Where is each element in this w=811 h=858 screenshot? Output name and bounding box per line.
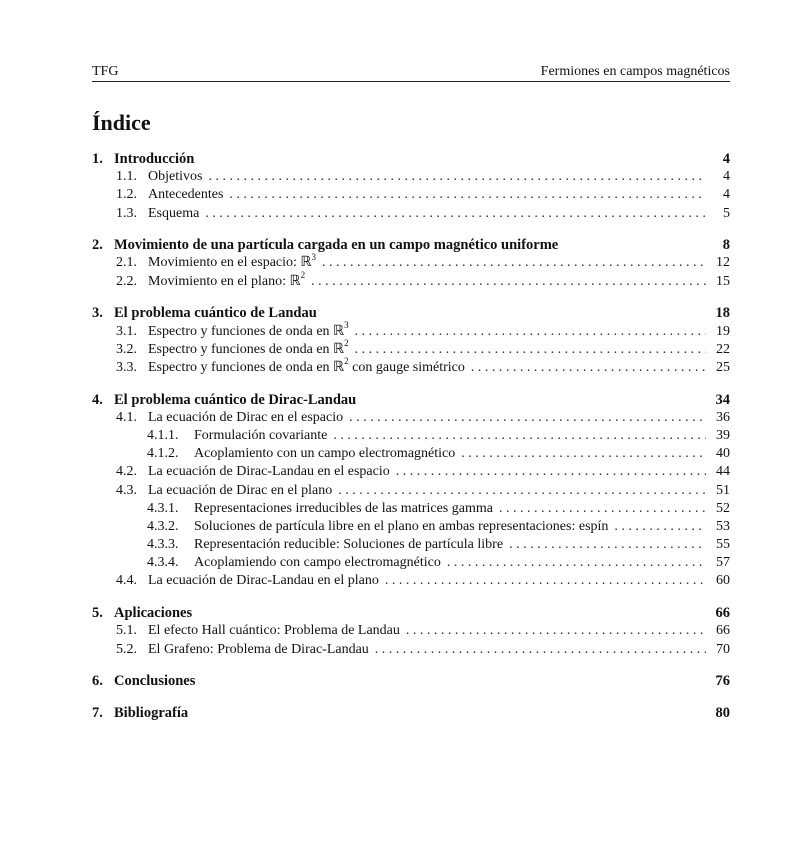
section-title (194, 445, 455, 463)
toc-section-entry[interactable] (92, 572, 730, 590)
section-number: 1.3. (116, 205, 137, 221)
table-of-contents (92, 150, 730, 722)
superscript: 3 (344, 319, 349, 330)
chapter-page-number: 76 (715, 673, 730, 690)
dot-leader (614, 518, 706, 536)
chapter-number: 6. (92, 673, 103, 690)
superscript: 2 (344, 338, 349, 349)
header-right: Fermiones en campos magnéticos (540, 64, 730, 79)
toc-section-entry[interactable] (92, 168, 730, 186)
section-title (148, 463, 390, 481)
toc-subsection-entry[interactable] (92, 427, 730, 445)
dot-leader (447, 554, 706, 572)
section-number: 3.3. (116, 359, 137, 375)
dot-leader (509, 536, 706, 554)
section-title-text: Movimiento en el plano: ℝ (148, 273, 301, 289)
toc-section-entry[interactable] (92, 482, 730, 500)
superscript: 3 (311, 251, 316, 262)
section-title (148, 168, 202, 186)
section-number: 4.1.2. (147, 446, 179, 462)
chapter-number: 5. (92, 605, 103, 622)
header-left: TFG (92, 64, 119, 79)
chapter-page-number: 8 (722, 237, 730, 254)
dot-leader (208, 168, 706, 186)
section-title (194, 554, 441, 572)
section-page-number: 52 (716, 500, 730, 516)
toc-section-entry[interactable] (92, 186, 730, 204)
section-page-number: 39 (716, 427, 730, 443)
section-title (148, 251, 316, 272)
dot-leader (338, 482, 706, 500)
chapter-page-number: 34 (715, 391, 730, 408)
section-title-text: Espectro y funciones de onda en ℝ (148, 323, 345, 339)
section-page-number: 40 (716, 446, 730, 462)
section-page-number: 15 (716, 273, 730, 289)
toc-section-entry[interactable] (92, 319, 730, 341)
dot-leader (406, 622, 706, 640)
section-title (148, 482, 332, 500)
section-number: 4.3. (116, 482, 137, 498)
chapter-title: Introducción (114, 151, 195, 167)
dot-leader (461, 445, 706, 463)
section-page-number: 66 (716, 623, 730, 639)
section-title-suffix: con gauge simétrico (348, 359, 465, 375)
section-page-number: 51 (716, 482, 730, 498)
dot-leader (349, 409, 706, 427)
section-page-number: 55 (716, 537, 730, 553)
section-title-text: Formulación covariante (194, 427, 328, 443)
chapter-page-number: 80 (715, 704, 730, 721)
section-title-text: La ecuación de Dirac en el espacio (148, 409, 344, 425)
chapter-number: 7. (92, 704, 103, 721)
section-title (194, 536, 503, 554)
section-title-text: Esquema (148, 205, 200, 221)
section-title (148, 356, 465, 377)
toc-chapter-entry[interactable] (92, 304, 730, 322)
toc-chapter-entry[interactable] (92, 391, 730, 409)
section-title-text: Soluciones de partícula libre en el plano en ambas representaciones: espín (194, 518, 609, 534)
section-title (148, 338, 349, 359)
toc-chapter-entry[interactable] (92, 150, 730, 168)
section-number: 5.2. (116, 641, 137, 657)
running-header (92, 62, 730, 82)
section-page-number: 4 (723, 169, 730, 185)
section-number: 4.3.2. (147, 518, 179, 534)
superscript: 2 (344, 356, 349, 367)
toc-section-entry[interactable] (92, 641, 730, 659)
section-page-number: 4 (723, 187, 730, 203)
section-number: 1.2. (116, 187, 137, 203)
toc-subsection-entry[interactable] (92, 518, 730, 536)
toc-section-entry[interactable] (92, 463, 730, 481)
section-title (194, 427, 327, 445)
section-title-text: Acoplamiendo con campo electromagnético (194, 555, 441, 571)
dot-leader (396, 463, 706, 481)
section-title-text: Movimiento en el espacio: ℝ (148, 255, 312, 271)
dot-leader (385, 572, 706, 590)
toc-section-entry[interactable] (92, 356, 730, 377)
toc-section-entry[interactable] (92, 409, 730, 427)
section-number: 5.1. (116, 623, 137, 639)
section-title (148, 409, 343, 427)
section-title-text: Representaciones irreducibles de las matrices gamma (194, 500, 493, 516)
section-title-text: Espectro y funciones de onda en ℝ (148, 341, 345, 357)
section-page-number: 44 (716, 464, 730, 480)
header-rule (92, 81, 730, 82)
toc-chapter-entry[interactable] (92, 672, 730, 690)
section-title (148, 572, 379, 590)
toc-subsection-entry[interactable] (92, 554, 730, 572)
chapter-number: 4. (92, 391, 103, 408)
chapter-page-number: 18 (715, 305, 730, 322)
section-title (148, 641, 369, 659)
section-number: 4.4. (116, 573, 137, 589)
toc-section-entry[interactable] (92, 622, 730, 640)
section-page-number: 57 (716, 555, 730, 571)
section-number: 3.1. (116, 323, 137, 339)
section-title (148, 186, 223, 204)
section-page-number: 19 (716, 323, 730, 339)
section-number: 4.3.4. (147, 555, 179, 571)
section-page-number: 70 (716, 641, 730, 657)
toc-section-entry[interactable] (92, 205, 730, 223)
section-page-number: 60 (716, 573, 730, 589)
section-title-text: El efecto Hall cuántico: Problema de Landau (148, 623, 400, 639)
section-title-text: Antecedentes (148, 187, 224, 203)
chapter-title: Bibliografía (114, 704, 189, 721)
section-page-number: 5 (723, 205, 730, 221)
section-number: 1.1. (116, 169, 137, 185)
section-number: 2.2. (116, 273, 137, 289)
section-title-text: Espectro y funciones de onda en ℝ (148, 359, 345, 375)
toc-chapter-entry[interactable] (92, 604, 730, 622)
chapter-page-number: 66 (715, 605, 730, 622)
section-page-number: 53 (716, 518, 730, 534)
section-number: 4.2. (116, 464, 137, 480)
toc-section-entry[interactable] (92, 338, 730, 359)
chapter-title: El problema cuántico de Dirac-Landau (114, 391, 357, 408)
section-number: 4.1.1. (147, 427, 179, 443)
section-title (194, 518, 608, 536)
dot-leader (375, 641, 706, 659)
chapter-number: 1. (92, 151, 103, 167)
toc-title: Índice (92, 110, 151, 135)
section-title-text: Representación reducible: Soluciones de partícula libre (194, 537, 504, 553)
dot-leader (322, 254, 706, 272)
chapter-title: Aplicaciones (114, 605, 193, 622)
toc-section-entry[interactable] (92, 251, 730, 272)
section-title (148, 269, 306, 291)
chapter-title: Conclusiones (114, 673, 196, 690)
section-number: 3.2. (116, 341, 137, 357)
section-title (148, 622, 400, 640)
dot-leader (355, 341, 706, 359)
chapter-page-number: 4 (722, 151, 730, 167)
toc-subsection-entry[interactable] (92, 445, 730, 463)
dot-leader (333, 427, 706, 445)
section-number: 4.3.3. (147, 537, 179, 553)
section-title (148, 319, 349, 341)
dot-leader (471, 359, 706, 377)
section-title-text: El Grafeno: Problema de Dirac-Landau (148, 641, 369, 657)
dot-leader (499, 500, 706, 518)
dot-leader (355, 323, 706, 341)
dot-leader (205, 205, 706, 223)
section-number: 4.1. (116, 409, 137, 425)
chapter-title: El problema cuántico de Landau (114, 305, 317, 322)
section-title-text: La ecuación de Dirac-Landau en el plano (148, 573, 379, 589)
toc-section-entry[interactable] (92, 269, 730, 291)
toc-chapter-entry[interactable] (92, 704, 730, 722)
section-number: 2.1. (116, 255, 137, 271)
section-page-number: 22 (716, 341, 730, 357)
section-page-number: 36 (716, 409, 730, 425)
chapter-number: 2. (92, 237, 103, 254)
toc-subsection-entry[interactable] (92, 500, 730, 518)
dot-leader (311, 273, 706, 291)
section-title-text: La ecuación de Dirac-Landau en el espacio (148, 464, 390, 480)
superscript: 2 (300, 269, 306, 280)
section-title-text: Objetivos (148, 169, 203, 185)
toc-chapter-entry[interactable] (92, 236, 730, 254)
section-title (148, 205, 199, 223)
section-number: 4.3.1. (147, 500, 179, 516)
section-page-number: 25 (716, 359, 730, 375)
dot-leader (229, 186, 706, 204)
section-title-text: Acoplamiento con un campo electromagnético (194, 446, 456, 462)
section-title (194, 500, 493, 518)
chapter-title: Movimiento de una partícula cargada en un campo magnético uniforme (114, 237, 559, 254)
chapter-number: 3. (92, 305, 103, 322)
toc-subsection-entry[interactable] (92, 536, 730, 554)
section-page-number: 12 (716, 255, 730, 271)
section-title-text: La ecuación de Dirac en el plano (148, 482, 333, 498)
